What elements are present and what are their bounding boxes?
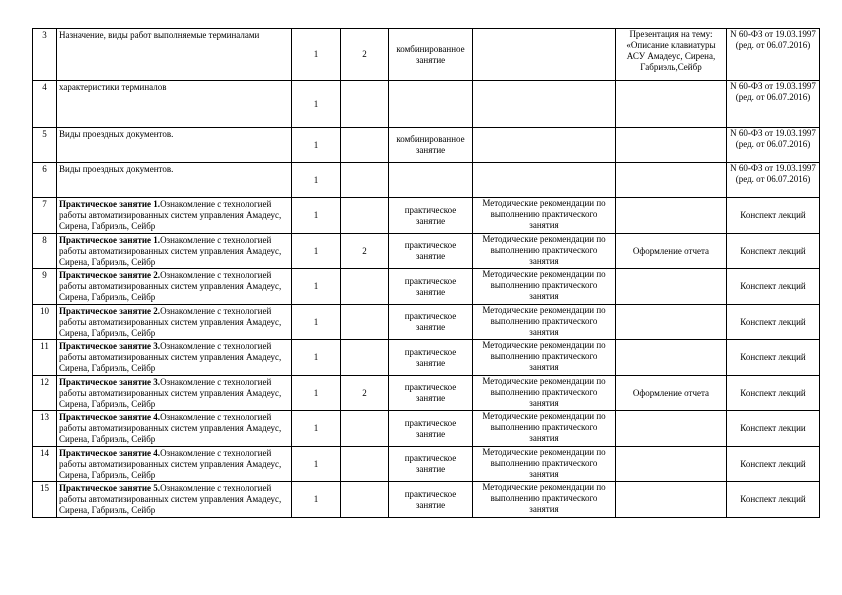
method-cell: Методические рекомендации по выполнению практического занятия	[473, 340, 616, 376]
topic-text: Ознакомление с технологией работы автоматизированных систем управления Амадеус, Сирена, Габриэль, Сейбр	[59, 270, 282, 302]
assignment-cell: Презентация на тему: «Описание клавиатуры АСУ Амадеус, Сирена, Габриэль,Сейбр	[616, 29, 727, 81]
topic-cell	[57, 447, 292, 482]
topic-text: Ознакомление с технологией работы автоматизированных систем управления Амадеус, Сирена, Габриэль, Сейбр	[59, 483, 282, 515]
table-row	[33, 482, 820, 518]
topic-text: Ознакомление с технологией работы автоматизированных систем управления Амадеус, Сирена, Габриэль, Сейбр	[59, 377, 282, 409]
lesson-type-cell: практическое занятие	[389, 340, 473, 376]
literature-cell: Конспект лекций	[727, 447, 820, 482]
assignment-cell	[616, 482, 727, 518]
extra-hours-cell	[341, 163, 389, 198]
method-cell	[473, 29, 616, 81]
lesson-type-cell: практическое занятие	[389, 234, 473, 269]
method-cell: Методические рекомендации по выполнению практического занятия	[473, 305, 616, 340]
topic-text: Ознакомление с технологией работы автоматизированных систем управления Амадеус, Сирена, Габриэль, Сейбр	[59, 341, 282, 373]
method-cell	[473, 163, 616, 198]
extra-hours-cell	[341, 482, 389, 518]
method-cell: Методические рекомендации по выполнению практического занятия	[473, 376, 616, 411]
row-number-cell: 3	[33, 29, 57, 81]
row-number-cell: 4	[33, 81, 57, 128]
hours-cell: 1	[292, 81, 341, 128]
assignment-cell	[616, 447, 727, 482]
hours-cell: 1	[292, 411, 341, 447]
hours-cell: 1	[292, 340, 341, 376]
topic-text: Назначение, виды работ выполняемые терминалами	[59, 30, 260, 40]
lesson-type-cell: практическое занятие	[389, 376, 473, 411]
method-cell: Методические рекомендации по выполнению практического занятия	[473, 411, 616, 447]
topic-cell	[57, 269, 292, 305]
extra-hours-cell	[341, 340, 389, 376]
topic-cell	[57, 482, 292, 518]
extra-hours-cell: 2	[341, 234, 389, 269]
topic-title: Практическое занятие 2.	[59, 306, 161, 316]
hours-cell: 1	[292, 128, 341, 163]
row-number-cell: 9	[33, 269, 57, 305]
topic-title: Практическое занятие 3.	[59, 341, 161, 351]
extra-hours-cell	[341, 81, 389, 128]
table-row	[33, 81, 820, 128]
table-row	[33, 376, 820, 411]
extra-hours-cell	[341, 305, 389, 340]
literature-cell: Конспект лекций	[727, 376, 820, 411]
assignment-cell	[616, 198, 727, 234]
assignment-cell	[616, 163, 727, 198]
method-cell	[473, 81, 616, 128]
row-number-cell: 5	[33, 128, 57, 163]
literature-cell: Конспект лекций	[727, 198, 820, 234]
literature-cell: Конспект лекций	[727, 269, 820, 305]
hours-cell: 1	[292, 305, 341, 340]
literature-cell: N 60-ФЗ от 19.03.1997 (ред. от 06.07.2016)	[727, 29, 820, 81]
topic-text: Ознакомление с технологией работы автоматизированных систем управления Амадеус, Сирена, Габриэль, Сейбр	[59, 306, 282, 338]
extra-hours-cell: 2	[341, 29, 389, 81]
row-number-cell: 15	[33, 482, 57, 518]
topic-cell	[57, 163, 292, 198]
table-body	[33, 29, 820, 518]
hours-cell: 1	[292, 376, 341, 411]
assignment-cell	[616, 128, 727, 163]
literature-cell: Конспект лекций	[727, 340, 820, 376]
lesson-type-cell: практическое занятие	[389, 482, 473, 518]
table-row	[33, 163, 820, 198]
row-number-cell: 7	[33, 198, 57, 234]
topic-cell	[57, 411, 292, 447]
table-row	[33, 447, 820, 482]
table-row	[33, 29, 820, 81]
hours-cell: 1	[292, 198, 341, 234]
topic-title: Практическое занятие 1.	[59, 235, 161, 245]
lesson-type-cell: комбинированное занятие	[389, 29, 473, 81]
row-number-cell: 13	[33, 411, 57, 447]
topic-title: Практическое занятие 5.	[59, 483, 161, 493]
lesson-type-cell: практическое занятие	[389, 198, 473, 234]
topic-text: Ознакомление с технологией работы автоматизированных систем управления Амадеус, Сирена, Габриэль, Сейбр	[59, 235, 282, 267]
lesson-type-cell: комбинированное занятие	[389, 128, 473, 163]
topic-cell	[57, 29, 292, 81]
topic-text: Виды проездных документов.	[59, 164, 174, 174]
topic-cell	[57, 81, 292, 128]
extra-hours-cell	[341, 269, 389, 305]
hours-cell: 1	[292, 447, 341, 482]
topic-title: Практическое занятие 4.	[59, 412, 161, 422]
extra-hours-cell: 2	[341, 376, 389, 411]
row-number-cell: 12	[33, 376, 57, 411]
method-cell: Методические рекомендации по выполнению практического занятия	[473, 482, 616, 518]
literature-cell: N 60-ФЗ от 19.03.1997 (ред. от 06.07.2016)	[727, 81, 820, 128]
table-row	[33, 234, 820, 269]
method-cell: Методические рекомендации по выполнению практического занятия	[473, 269, 616, 305]
topic-title: Практическое занятие 1.	[59, 199, 161, 209]
table-row	[33, 269, 820, 305]
topic-title: Практическое занятие 3.	[59, 377, 161, 387]
row-number-cell: 11	[33, 340, 57, 376]
topic-title: Практическое занятие 2.	[59, 270, 161, 280]
topic-cell	[57, 376, 292, 411]
literature-cell: N 60-ФЗ от 19.03.1997 (ред. от 06.07.2016)	[727, 128, 820, 163]
method-cell: Методические рекомендации по выполнению практического занятия	[473, 198, 616, 234]
table-row	[33, 128, 820, 163]
hours-cell: 1	[292, 269, 341, 305]
literature-cell: Конспект лекций	[727, 234, 820, 269]
topic-cell	[57, 305, 292, 340]
literature-cell: Конспект лекции	[727, 411, 820, 447]
literature-cell: Конспект лекций	[727, 305, 820, 340]
hours-cell: 1	[292, 163, 341, 198]
lesson-type-cell: практическое занятие	[389, 269, 473, 305]
topic-text: Виды проездных документов.	[59, 129, 174, 139]
topic-cell	[57, 340, 292, 376]
topic-cell	[57, 128, 292, 163]
row-number-cell: 8	[33, 234, 57, 269]
method-cell: Методические рекомендации по выполнению практического занятия	[473, 447, 616, 482]
topic-title: Практическое занятие 4.	[59, 448, 161, 458]
extra-hours-cell	[341, 128, 389, 163]
table-row	[33, 340, 820, 376]
hours-cell: 1	[292, 482, 341, 518]
hours-cell: 1	[292, 29, 341, 81]
lesson-type-cell	[389, 81, 473, 128]
assignment-cell: Оформление отчета	[616, 376, 727, 411]
extra-hours-cell	[341, 198, 389, 234]
assignment-cell	[616, 305, 727, 340]
assignment-cell	[616, 340, 727, 376]
assignment-cell	[616, 81, 727, 128]
row-number-cell: 6	[33, 163, 57, 198]
method-cell	[473, 128, 616, 163]
lesson-type-cell: практическое занятие	[389, 305, 473, 340]
topic-text: Ознакомление с технологией работы автоматизированных систем управления Амадеус, Сирена, Габриэль, Сейбр	[59, 448, 282, 480]
method-cell: Методические рекомендации по выполнению практического занятия	[473, 234, 616, 269]
lesson-type-cell	[389, 163, 473, 198]
topic-cell	[57, 234, 292, 269]
row-number-cell: 10	[33, 305, 57, 340]
table-row	[33, 198, 820, 234]
lesson-type-cell: практическое занятие	[389, 447, 473, 482]
table-row	[33, 411, 820, 447]
table-row	[33, 305, 820, 340]
schedule-table	[32, 28, 820, 518]
assignment-cell	[616, 411, 727, 447]
literature-cell: N 60-ФЗ от 19.03.1997 (ред. от 06.07.2016)	[727, 163, 820, 198]
topic-text: характеристики терминалов	[59, 82, 167, 92]
hours-cell: 1	[292, 234, 341, 269]
assignment-cell	[616, 269, 727, 305]
extra-hours-cell	[341, 447, 389, 482]
topic-text: Ознакомление с технологией работы автоматизированных систем управления Амадеус, Сирена, Габриэль, Сейбр	[59, 412, 282, 444]
extra-hours-cell	[341, 411, 389, 447]
topic-cell	[57, 198, 292, 234]
row-number-cell: 14	[33, 447, 57, 482]
literature-cell: Конспект лекций	[727, 482, 820, 518]
assignment-cell: Оформление отчета	[616, 234, 727, 269]
topic-text: Ознакомление с технологией работы автоматизированных систем управления Амадеус, Сирена, Габриэль, Сейбр	[59, 199, 282, 231]
lesson-type-cell: практическое занятие	[389, 411, 473, 447]
